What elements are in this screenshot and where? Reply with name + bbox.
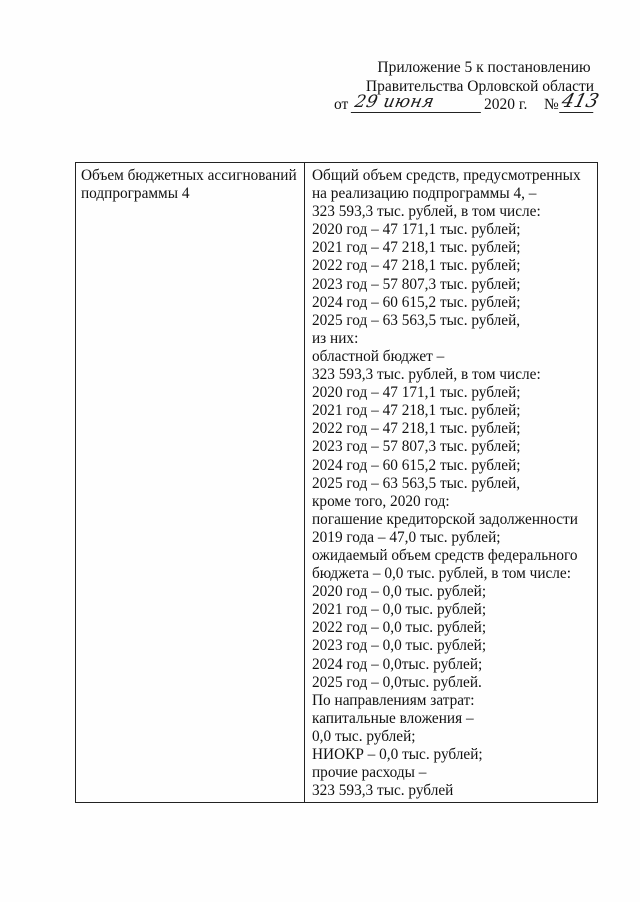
value-line: 2020 год – 47 171,1 тыс. рублей; [312,221,521,239]
value-line: 2025 год – 63 563,5 тыс. рублей, [312,311,521,329]
value-line: По направлениям затрат: [312,691,475,709]
value-line: 2019 года – 47,0 тыс. рублей; [312,528,501,546]
resolution-year: 2020 г. [484,96,528,113]
budget-label-cell [76,163,305,803]
value-line: 2021 год – 0,0 тыс. рублей; [312,601,487,619]
value-line: областной бюджет – [312,347,445,365]
value-line: 2023 год – 57 807,3 тыс. рублей; [312,275,521,293]
value-line: из них: [312,329,359,347]
value-line: 2022 год – 47 218,1 тыс. рублей; [312,420,521,438]
value-line: 323 593,3 тыс. рублей, в том числе: [312,203,541,221]
value-line: 2020 год – 47 171,1 тыс. рублей; [312,384,521,402]
handwritten-number: 413 [559,90,602,112]
value-line: 2022 год – 47 218,1 тыс. рублей; [312,257,521,275]
value-line: 2025 год – 0,0тыс. рублей. [312,673,482,691]
value-line: бюджета – 0,0 тыс. рублей, в том числе: [312,565,571,583]
value-line: Общий объем средств, предусмотренных [312,167,581,184]
value-line: 2022 год – 0,0 тыс. рублей; [312,619,487,637]
value-line: кроме того, 2020 год: [312,492,450,510]
budget-table [75,162,598,803]
value-line: 2024 год – 60 615,2 тыс. рублей; [312,293,521,311]
number-sign: № [544,96,559,113]
value-line: 2025 год – 63 563,5 тыс. рублей, [312,474,521,492]
table-row [76,163,598,803]
value-line: 2020 год – 0,0 тыс. рублей; [312,583,487,601]
appendix-line-1: Приложение 5 к постановлению [377,59,591,76]
value-line: 323 593,3 тыс. рублей, в том числе: [312,366,541,384]
value-line: 0,0 тыс. рублей; [312,727,416,745]
value-line: погашение кредиторской задолженности [312,510,578,528]
label-line: Объем бюджетных ассигнований [81,167,297,184]
value-line: 2024 год – 0,0тыс. рублей; [312,655,483,673]
value-line: 2021 год – 47 218,1 тыс. рублей; [312,402,521,420]
handwritten-date: 29 июня [351,92,485,113]
value-line: НИОКР – 0,0 тыс. рублей; [312,746,483,763]
value-line: 323 593,3 тыс. рублей [312,782,454,800]
value-line: прочие расходы – [312,764,427,782]
value-line: 2021 год – 47 218,1 тыс. рублей; [312,239,521,257]
value-line: 2024 год – 60 615,2 тыс. рублей; [312,456,521,474]
value-line: 2023 год – 0,0 тыс. рублей; [312,637,487,655]
date-prefix: от [334,96,349,113]
label-line: подпрограммы 4 [81,185,190,203]
value-line: 2023 год – 57 807,3 тыс. рублей; [312,438,521,456]
appendix-line-2: Правительства Орловской области [365,78,595,95]
value-line: на реализацию подпрограммы 4, – [312,185,537,203]
resolution-date-line [334,90,634,120]
budget-value-cell [305,163,598,803]
value-line: капитальные вложения – [312,709,474,727]
value-line: ожидаемый объем средств федерального [312,546,578,564]
